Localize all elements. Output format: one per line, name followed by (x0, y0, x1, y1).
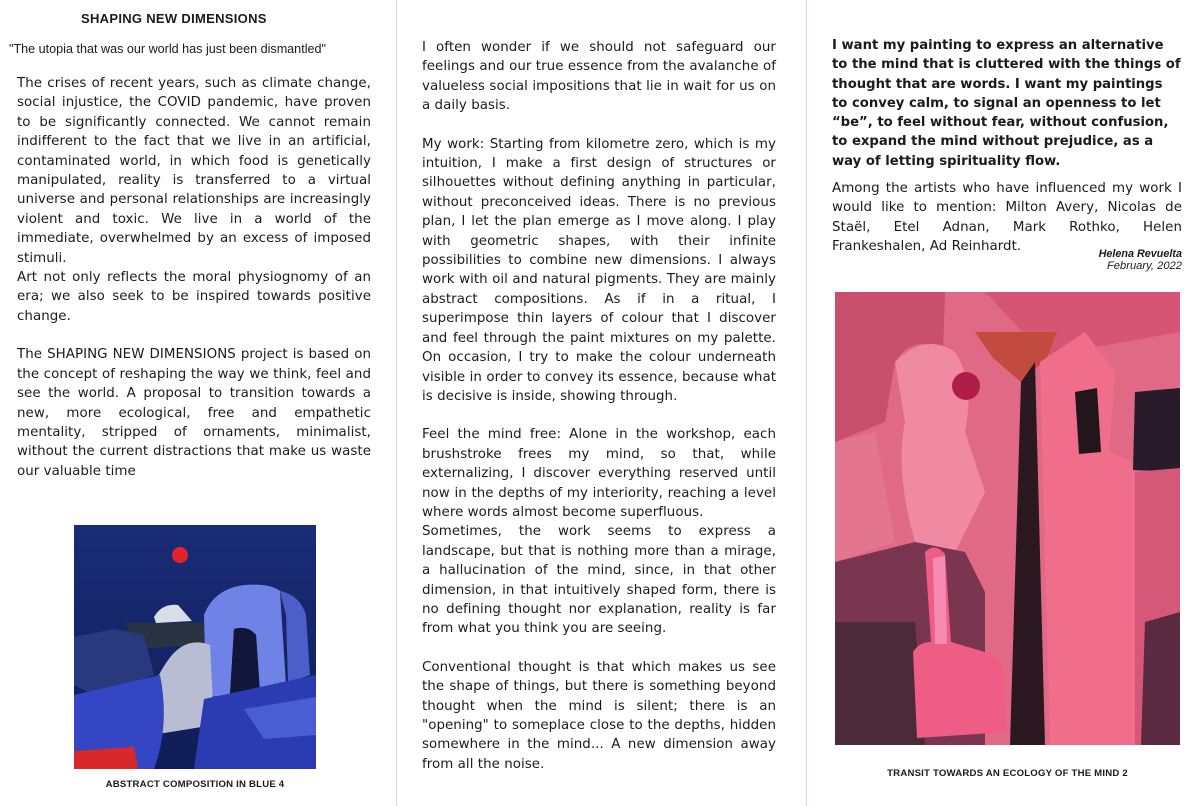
intro-text (17, 74, 371, 481)
opening-quote: "The utopia that was our world has just been dismantled" (9, 42, 326, 56)
paragraph: The crises of recent years, such as climate change, social injustice, the COVID pandemic, have proven to be significantly connected. We cannot remain indifferent to the fact that we live in an artificial, contaminated world, in which food is genetically manipulated, reality is transferred to a virtual universe and personal relationships are increasingly violent and toxic. We live in a world of the immediate, overwhelmed by an excess of imposed stimuli. (17, 76, 371, 266)
page-title: SHAPING NEW DIMENSIONS (81, 11, 267, 26)
paragraph: Feel the mind free: Alone in the workshop, each brushstroke frees my mind, so that, while externalizing, I discover everything reserved until now in the depths of my interiority, reaching a level where words almost become superfluous. (422, 427, 776, 520)
paragraph: My work: Starting from kilometre zero, which is my intuition, I make a first design of structures or silhouettes without defining anything in particular, without preconceived ideas. There is no previous plan, I let the plan emerge as I move along. I play with geometric shapes, with their infinite possibilities to combine new dimensions. I always work with oil and natural pigments. They are mainly abstract compositions. As if in a ritual, I superimpose thin layers of colour that I discover and feel through the paint mixtures on my palette. On occasion, I try to make the colour underneath visible in order to convey its essence, because what is decisive is inside, showing through. (422, 136, 776, 404)
middle-column (396, 0, 806, 806)
right-column (806, 0, 1200, 806)
signature (1006, 248, 1182, 272)
paragraph: Art not only reflects the moral physiognomy of an era; we also seek to be inspired towards positive change. (17, 270, 371, 324)
painting-pink (835, 292, 1180, 745)
signature-date: February, 2022 (1106, 260, 1182, 272)
influences-text: Among the artists who have influenced my work I would like to mention: Milton Avery, Nicolas de Staël, Etel Adnan, Mark Rothko, Helen Frankeshalen, Ad Reinhardt. (832, 181, 1182, 255)
paragraph: Sometimes, the work seems to express a landscape, but that is nothing more than a mirage, a hallucination of the mind, since, in that other dimension, in that intuitively shaped form, there is no defining thought nor explanation, reality is far from what you think you are seeing. (422, 524, 776, 637)
left-column (0, 0, 396, 806)
paragraph: Conventional thought is that which makes us see the shape of things, but there is something beyond thought when the mind is silent; there is an "opening" to someplace close to the depths, hidden somewhere in the mind... A new dimension away from all the noise. (422, 659, 776, 772)
essay-text (422, 38, 776, 774)
signature-name: Helena Revuelta (1098, 248, 1182, 260)
artist-statement: I want my painting to express an alternative to the mind that is cluttered with the things of thought that are words. I want my paintings to convey calm, to signal an openness to let “be”, to feel without fear, without confusion, to expand the mind without prejudice, as a way of letting spirituality flow. (832, 38, 1181, 169)
paragraph: The SHAPING NEW DIMENSIONS project is based on the concept of reshaping the way we think, feel and see the world. A proposal to transition towards a new, more ecological, free and empathetic mentality, stripped of ornaments, minimalist, without the current distractions that make us waste our valuable time (17, 347, 371, 479)
paragraph: I often wonder if we should not safeguard our feelings and our true essence from the avalanche of valueless social impositions that lie in wait for us on a daily basis. (422, 40, 776, 114)
painting-blue-caption: ABSTRACT COMPOSITION IN BLUE 4 (105, 779, 285, 790)
painting-pink-caption: TRANSIT TOWARDS AN ECOLOGY OF THE MIND 2 (887, 768, 1128, 779)
painting-blue (74, 525, 316, 769)
